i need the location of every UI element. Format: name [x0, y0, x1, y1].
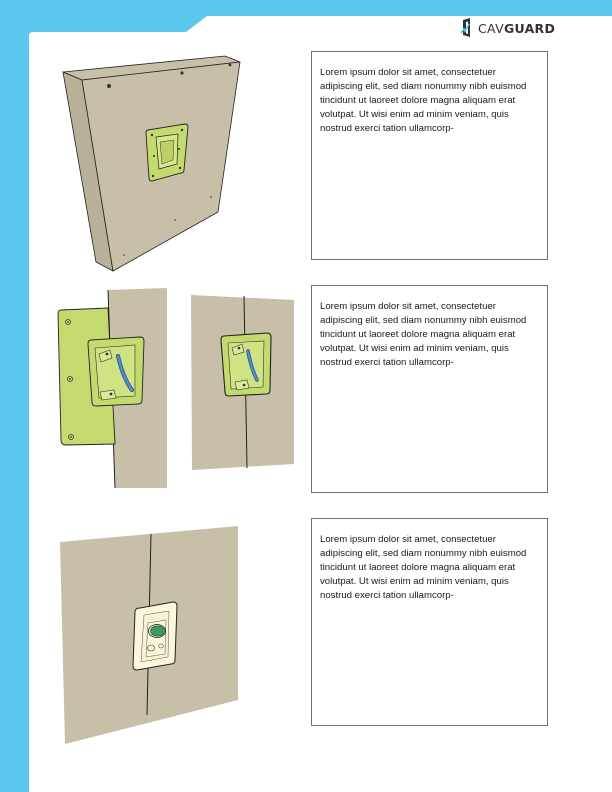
- text-box-3: [311, 518, 548, 726]
- text-box-2: [311, 285, 548, 493]
- brand-logo: [460, 16, 555, 40]
- section-2-text: Lorem ipsum dolor sit amet, consectetuer adipiscing elit, sed diam nonummy nibh euismod tincidunt ut laoreet dolore magna aliquam erat volutpat. Ut wisi enim ad minim veniam, quis nostrud exerci tation ullamcorp-: [320, 301, 527, 369]
- section-3-text: Lorem ipsum dolor sit amet, consectetuer adipiscing elit, sed diam nonummy nibh euismod tincidunt ut laoreet dolore magna aliquam erat volutpat. Ut wisi enim ad minim veniam, quis nostrud exerci tation ullamcorp-: [320, 534, 527, 602]
- brand-name-light: CAV: [478, 20, 504, 36]
- brand-name: [478, 21, 555, 36]
- section-1-text: Lorem ipsum dolor sit amet, consectetuer adipiscing elit, sed diam nonummy nibh euismod tincidunt ut laoreet dolore magna aliquam erat volutpat. Ut wisi enim ad minim veniam, quis nostrud exerci tation ullamcorp-: [320, 67, 527, 135]
- electrical-box-flush-in-wall-icon: [190, 292, 296, 470]
- brand-name-bold: GUARD: [503, 20, 556, 36]
- text-box-1: [311, 51, 548, 260]
- electrical-box-with-flange-icon: [55, 288, 175, 488]
- cavguard-logo-icon: [460, 17, 474, 39]
- wall-panel-with-green-electrical-box-icon: [60, 52, 250, 272]
- wall-with-switch-plate-icon: [60, 526, 240, 746]
